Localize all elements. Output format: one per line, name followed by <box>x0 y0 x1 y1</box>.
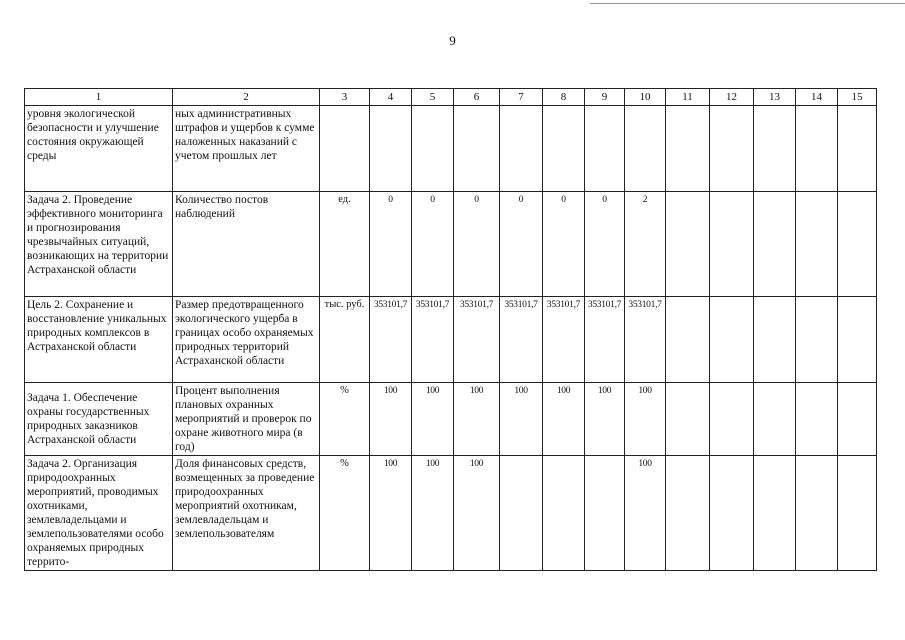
value-cell <box>625 106 666 192</box>
goal-cell: Задача 1. Обеспечение охраны государственных природных заказников Астраханской области <box>25 383 173 456</box>
value-cell <box>754 192 796 297</box>
indicators-table <box>24 88 877 571</box>
header-cell: 10 <box>625 89 666 106</box>
value-cell <box>666 297 710 383</box>
value-cell <box>666 383 710 456</box>
value-cell: 100 <box>585 383 625 456</box>
value-cell <box>666 456 710 571</box>
table-row <box>25 383 877 456</box>
value-cell: 353101,7 <box>585 297 625 383</box>
table-row <box>25 456 877 571</box>
value-cell: 0 <box>585 192 625 297</box>
table-row <box>25 106 877 192</box>
value-cell: 100 <box>412 383 454 456</box>
value-cell <box>666 192 710 297</box>
header-cell: 2 <box>173 89 320 106</box>
value-cell: 353101,7 <box>625 297 666 383</box>
value-cell <box>796 192 838 297</box>
value-cell: 353101,7 <box>543 297 585 383</box>
value-cell <box>543 456 585 571</box>
value-cell: 353101,7 <box>370 297 412 383</box>
value-cell <box>754 297 796 383</box>
value-cell <box>754 383 796 456</box>
value-cell: 100 <box>625 456 666 571</box>
value-cell <box>796 106 838 192</box>
value-cell: 100 <box>500 383 543 456</box>
value-cell <box>585 456 625 571</box>
top-rule <box>590 3 905 4</box>
value-cell <box>838 456 877 571</box>
page-number: 9 <box>449 33 456 48</box>
header-cell: 4 <box>370 89 412 106</box>
unit-cell: % <box>320 456 370 571</box>
indicator-cell: Доля финансовых средств, возмещенных за проведение природоохранных мероприятий охотникам, землевладельцам и землепользователям <box>173 456 320 571</box>
header-cell: 8 <box>543 89 585 106</box>
header-cell: 15 <box>838 89 877 106</box>
value-cell: 100 <box>454 383 500 456</box>
value-cell <box>838 297 877 383</box>
header-cell: 1 <box>25 89 173 106</box>
table-row <box>25 297 877 383</box>
value-cell <box>666 106 710 192</box>
value-cell <box>454 106 500 192</box>
value-cell <box>838 383 877 456</box>
value-cell <box>838 106 877 192</box>
indicator-cell: Количество постов наблюдений <box>173 192 320 297</box>
unit-cell: тыс. руб. <box>320 297 370 383</box>
value-cell <box>500 456 543 571</box>
value-cell: 100 <box>412 456 454 571</box>
value-cell <box>585 106 625 192</box>
header-cell: 12 <box>710 89 754 106</box>
value-cell: 100 <box>543 383 585 456</box>
value-cell: 0 <box>454 192 500 297</box>
value-cell <box>754 456 796 571</box>
unit-cell <box>320 106 370 192</box>
value-cell: 0 <box>370 192 412 297</box>
table-row <box>25 192 877 297</box>
value-cell <box>710 383 754 456</box>
value-cell <box>412 106 454 192</box>
value-cell: 0 <box>500 192 543 297</box>
goal-cell: Цель 2. Сохранение и восстановление уникальных природных комплексов в Астраханской области <box>25 297 173 383</box>
header-cell: 3 <box>320 89 370 106</box>
value-cell <box>796 383 838 456</box>
value-cell <box>838 192 877 297</box>
header-cell: 6 <box>454 89 500 106</box>
header-row <box>25 89 877 106</box>
value-cell <box>710 106 754 192</box>
header-cell: 11 <box>666 89 710 106</box>
goal-cell: уровня экологической безопасности и улучшение состояния окружающей среды <box>25 106 173 192</box>
value-cell <box>710 192 754 297</box>
indicator-cell: ных административных штрафов и ущербов к сумме наложенных наказаний с учетом прошлых лет <box>173 106 320 192</box>
value-cell <box>370 106 412 192</box>
value-cell <box>710 456 754 571</box>
header-cell: 9 <box>585 89 625 106</box>
value-cell: 100 <box>454 456 500 571</box>
header-cell: 5 <box>412 89 454 106</box>
value-cell <box>796 297 838 383</box>
unit-cell: ед. <box>320 192 370 297</box>
value-cell: 353101,7 <box>500 297 543 383</box>
value-cell: 100 <box>370 383 412 456</box>
goal-cell: Задача 2. Проведение эффективного мониторинга и прогнозирования чрезвычайных ситуаций, возникающих на территории Астраханской области <box>25 192 173 297</box>
indicator-cell: Процент выполнения плановых охранных мероприятий и проверок по охране животного мира (в год) <box>173 383 320 456</box>
value-cell <box>754 106 796 192</box>
goal-cell: Задача 2. Организация природоохранных мероприятий, проводимых охотниками, землевладельцами и землепользователями особо охраняемых природных террито- <box>25 456 173 571</box>
value-cell: 0 <box>543 192 585 297</box>
header-cell: 14 <box>796 89 838 106</box>
value-cell <box>796 456 838 571</box>
value-cell: 0 <box>412 192 454 297</box>
value-cell: 353101,7 <box>412 297 454 383</box>
value-cell <box>710 297 754 383</box>
value-cell <box>543 106 585 192</box>
value-cell: 100 <box>370 456 412 571</box>
value-cell: 2 <box>625 192 666 297</box>
header-cell: 13 <box>754 89 796 106</box>
unit-cell: % <box>320 383 370 456</box>
header-cell: 7 <box>500 89 543 106</box>
value-cell: 353101,7 <box>454 297 500 383</box>
value-cell <box>500 106 543 192</box>
indicator-cell: Размер предотвращенного экологического ущерба в границах особо охраняемых природных территорий Астраханской области <box>173 297 320 383</box>
value-cell: 100 <box>625 383 666 456</box>
